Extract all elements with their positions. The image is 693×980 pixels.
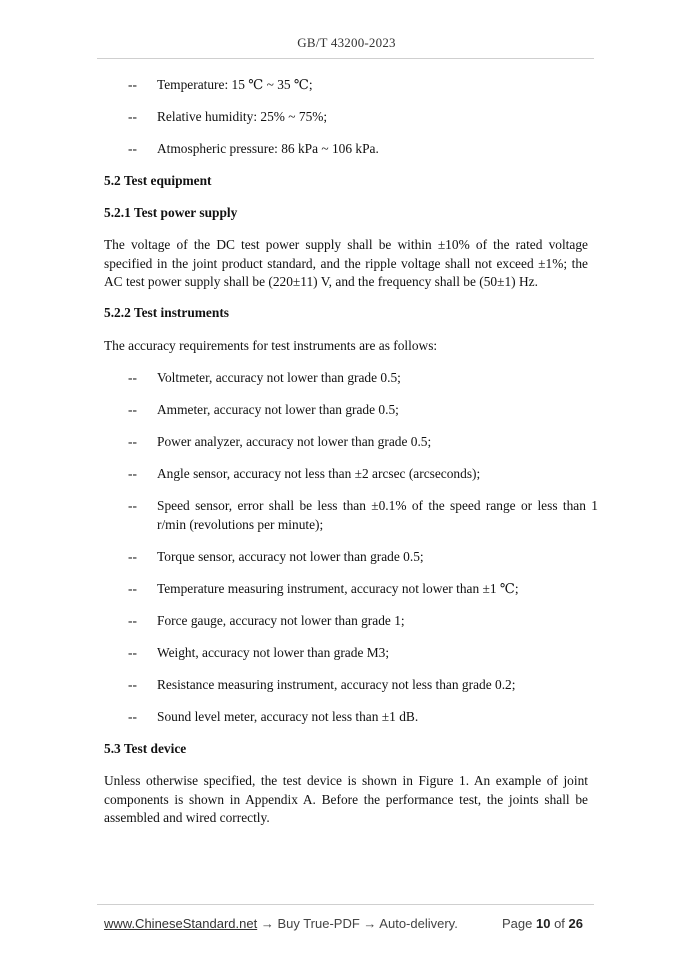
section-heading-5-2-1: 5.2.1 Test power supply xyxy=(104,205,238,220)
list-item xyxy=(128,433,598,452)
list-item xyxy=(128,76,598,95)
list-dash: -- xyxy=(128,613,137,628)
list-item xyxy=(128,612,598,631)
list-item-text: Resistance measuring instrument, accuracy not less than grade 0.2; xyxy=(157,677,516,692)
paragraph-line: specified in the joint product standard, and the ripple voltage shall not exceed ±1%; the xyxy=(104,255,588,271)
list-dash: -- xyxy=(128,141,137,156)
list-dash: -- xyxy=(128,498,137,513)
list-item xyxy=(128,465,598,484)
section-heading-5-2: 5.2 Test equipment xyxy=(104,173,212,188)
paragraph-line: AC test power supply shall be (220±11) V, and the frequency shall be (50±1) Hz. xyxy=(104,274,538,289)
section-heading-5-2-2: 5.2.2 Test instruments xyxy=(104,305,229,320)
list-item xyxy=(128,401,598,420)
list-item-text: Angle sensor, accuracy not less than ±2 arcsec (arcseconds); xyxy=(157,466,481,481)
instruments-intro: The accuracy requirements for test instruments are as follows: xyxy=(104,338,438,353)
list-item-text: Temperature measuring instrument, accuracy not lower than ±1 ℃; xyxy=(157,581,519,596)
list-dash: -- xyxy=(128,549,137,564)
list-item-text: Ammeter, accuracy not lower than grade 0.5; xyxy=(157,402,399,417)
list-item xyxy=(128,676,598,695)
list-item-text: Voltmeter, accuracy not lower than grade 0.5; xyxy=(157,370,401,385)
list-dash: -- xyxy=(128,645,137,660)
page-header: GB/T 43200-2023 xyxy=(297,35,396,50)
page-number: 10 xyxy=(535,916,551,931)
list-dash: -- xyxy=(128,370,137,385)
header-divider xyxy=(97,58,594,59)
list-item xyxy=(128,497,598,534)
list-item xyxy=(128,108,598,127)
paragraph-line: The voltage of the DC test power supply shall be within ±10% of the rated voltage xyxy=(104,237,588,252)
list-item xyxy=(128,644,598,663)
page-indicator xyxy=(502,916,583,931)
paragraph-line: Unless otherwise specified, the test device is shown in Figure 1. An example of joint xyxy=(104,773,588,788)
page-footer xyxy=(104,916,588,931)
footer-divider xyxy=(97,904,594,905)
page-word: Page xyxy=(501,916,533,931)
list-dash: -- xyxy=(128,581,137,596)
list-item xyxy=(128,708,598,727)
list-item xyxy=(128,140,598,159)
list-dash: -- xyxy=(128,709,137,724)
paragraph-line: assembled and wired correctly. xyxy=(104,810,270,825)
list-dash: -- xyxy=(128,466,137,481)
list-dash: -- xyxy=(128,109,137,124)
list-item-text: Power analyzer, accuracy not lower than grade 0.5; xyxy=(157,434,432,449)
list-item-text: Force gauge, accuracy not lower than grade 1; xyxy=(157,613,405,628)
list-item-text: Weight, accuracy not lower than grade M3; xyxy=(157,645,390,660)
site-link[interactable]: www.ChineseStandard.net xyxy=(104,916,258,931)
list-item-text: Torque sensor, accuracy not lower than grade 0.5; xyxy=(157,549,424,564)
list-item-text: Speed sensor, error shall be less than ±0.1% of the speed range or less than 1 r/min (revolutions per minute); xyxy=(157,498,598,532)
list-item xyxy=(128,548,598,567)
list-dash: -- xyxy=(128,77,137,92)
of-word: of xyxy=(554,916,565,931)
list-item-text: Atmospheric pressure: 86 kPa ~ 106 kPa. xyxy=(157,141,379,156)
list-item-text: Sound level meter, accuracy not less than ±1 dB. xyxy=(157,709,419,724)
list-item xyxy=(128,369,598,388)
power-supply-paragraph xyxy=(104,236,588,292)
list-dash: -- xyxy=(128,402,137,417)
list-item-text: Relative humidity: 25% ~ 75%; xyxy=(157,109,328,124)
footer-tagline: → Buy True-PDF → Auto-delivery. xyxy=(260,916,458,931)
list-item xyxy=(128,580,598,599)
page-total: 26 xyxy=(568,916,583,931)
list-dash: -- xyxy=(128,434,137,449)
paragraph-line: components is shown in Appendix A. Before the performance test, the joints shall be xyxy=(104,791,588,807)
section-heading-5-3: 5.3 Test device xyxy=(104,741,187,756)
list-dash: -- xyxy=(128,677,137,692)
test-device-paragraph xyxy=(104,772,588,828)
list-item-text: Temperature: 15 ℃ ~ 35 ℃; xyxy=(157,77,313,92)
